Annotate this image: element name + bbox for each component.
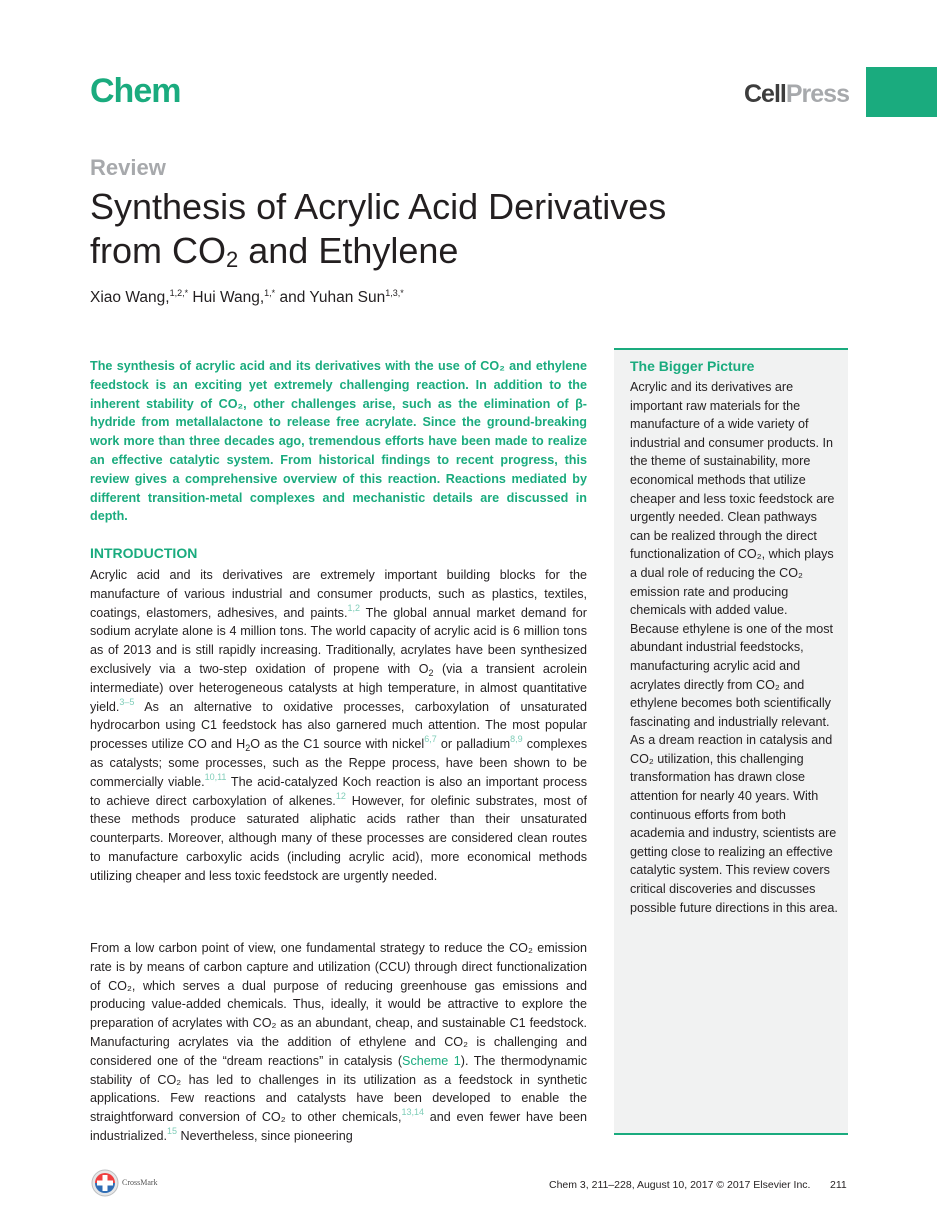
- citation-ref[interactable]: 13,14: [401, 1107, 424, 1118]
- scheme-link[interactable]: Scheme 1: [402, 1053, 461, 1068]
- bigger-picture-heading: The Bigger Picture: [630, 358, 755, 374]
- author-name: Hui Wang,: [188, 289, 265, 306]
- citation-ref[interactable]: 6,7: [424, 734, 437, 745]
- text-run: The global annual market demand for sodium acrylate alone is 4 million tons. The world capacity of acrylic acid is 6 million tons as of 2013 and is still rapidly increasing. Traditionally, acrylates have been synthesized exclusively via a two-step oxidation of propene with O: [90, 605, 587, 676]
- bigger-picture-text: Acrylic and its derivatives are important raw materials for the manufacture of a wide variety of industrial and consumer products. In the theme of sustainability, more economical methods that utilize cheaper and less toxic feedstock are urgently needed. Clean pathways can be realized through the direct functionalization of CO₂, which plays a dual role of reducing the CO₂ emission rate and producing chemicals with added value. Because ethylene is one of the most abundant industrial feedstocks, manufacturing acrylic acid and acrylates directly from CO₂ and ethylene becomes both scientifically fascinating and industrially relevant. As a dream reaction in catalysis and CO₂ utilization, this challenging transformation has drawn close attention for nearly 40 years. With continuous efforts from both academia and industry, scientists are getting close to realizing an effective catalytic system. This review covers critical discoveries and discusses possible future directions in this area.: [630, 380, 838, 915]
- citation-ref[interactable]: 15: [167, 1125, 178, 1136]
- section-label: Review: [90, 155, 166, 180]
- publisher-logo: [744, 80, 849, 109]
- page-number: 211: [830, 1179, 847, 1191]
- citation-ref[interactable]: 12: [335, 790, 346, 801]
- author-affiliation[interactable]: 1,3,*: [385, 288, 404, 298]
- introduction-heading: INTRODUCTION: [90, 545, 198, 561]
- citation-ref[interactable]: 3–5: [119, 696, 135, 707]
- author-affiliation[interactable]: 1,*: [264, 288, 276, 298]
- title-subscript: 2: [226, 247, 239, 272]
- text-run: (via a transient acrolein intermediate) over heterogeneous catalysts at high temperature, in almost quantitative yield.: [90, 661, 588, 714]
- author-name: Xiao Wang,: [90, 289, 170, 306]
- title-line-1: Synthesis of Acrylic Acid Derivatives: [90, 186, 667, 227]
- text-run: As an alternative to oxidative processes, carboxylation of unsaturated hydrocarbon using C1 feedstock has also garnered much attention. The most popular processes utilize CO and H: [90, 699, 587, 752]
- text-run: However, for olefinic substrates, most of these methods produce saturated aliphatic acids rather than their unsaturated counterparts. Moreover, although many of these processes are considered clean routes to manufacture carboxylic acids (including acrylic acid), more economical methods utilizing cheaper and less toxic feedstock are urgently needed.: [90, 793, 587, 883]
- intro-paragraph-2: [90, 939, 587, 1146]
- text-run: and even fewer have been industrialized.: [90, 1110, 588, 1143]
- color-tab: [866, 67, 937, 117]
- text-run: or palladium: [436, 737, 511, 752]
- publisher-logo-cell: Cell: [744, 80, 786, 108]
- text-run: Acrylic acid and its derivatives are extremely important building blocks for the manufacture of various industrial and consumer products, such as plastics, textiles, coatings, elastomers, adhesives, and paints.: [90, 568, 587, 620]
- intro-paragraph-1: [90, 566, 587, 886]
- author-name: and Yuhan Sun: [275, 289, 386, 306]
- title-line-2-post: and Ethylene: [238, 230, 459, 271]
- bigger-picture-box: [614, 348, 848, 1135]
- text-run: Nevertheless, since pioneering: [177, 1128, 353, 1143]
- crossmark-label: CrossMark: [122, 1178, 158, 1187]
- footer-citation: Chem 3, 211–228, August 10, 2017 © 2017 Elsevier Inc.: [549, 1179, 811, 1191]
- subscript: 2: [245, 743, 251, 754]
- author-affiliation[interactable]: 1,2,*: [169, 288, 189, 298]
- author-list: [90, 289, 404, 307]
- journal-logo: Chem: [90, 72, 181, 110]
- summary-paragraph: The synthesis of acrylic acid and its derivatives with the use of CO₂ and ethylene feedstock is an exciting yet extremely challenging reaction. In addition to the inherent stability of CO₂, other challenges arise, such as the elimination of β-hydride from metallalactone to release free acrylate. Since the ground-breaking work more than three decades ago, tremendous efforts have been made to realize an effective catalytic system. From historical findings to recent progress, this review gives a comprehensive overview of this reaction. Reactions mediated by different transition-metal complexes and mechanistic details are discussed in depth.: [90, 359, 587, 524]
- title-line-2-pre: from CO: [90, 230, 227, 271]
- article-title: [90, 185, 730, 273]
- text-run: O as the C1 source with nickel: [250, 737, 425, 752]
- citation-ref[interactable]: 10,11: [204, 771, 227, 782]
- subscript: 2: [428, 667, 434, 678]
- text-run: ). The thermodynamic stability of CO₂ has led to challenges in its utilization as a feedstock in synthetic applications. Few reactions and catalysts have been developed to enable the straightforward conversion of CO₂ to other chemicals,: [90, 1053, 587, 1125]
- text-run: The acid-catalyzed Koch reaction is also an important process to achieve direct carboxylation of alkenes.: [90, 774, 587, 808]
- publisher-logo-press: Press: [785, 80, 849, 108]
- citation-ref[interactable]: 1,2: [347, 602, 360, 613]
- crossmark-icon[interactable]: [91, 1169, 119, 1197]
- text-run: From a low carbon point of view, one fundamental strategy to reduce the CO₂ emission rate is by means of carbon capture and utilization (CCU) through direct functionalization of CO₂, which serves a dual purpose of reducing greenhouse gas emissions and producing value-added chemicals. Thus, ideally, it would be attractive to explore the preparation of acrylates with CO₂ as an abundant, cheap, and sustainable C1 feedstock. Manufacturing acrylates via the addition of ethylene and CO₂ is challenging and considered one of the “dream reactions” in catalysis (: [90, 941, 587, 1068]
- citation-ref[interactable]: 8,9: [510, 734, 523, 745]
- text-run: complexes as catalysts; some processes, such as the Reppe process, have been shown to be commercially viable.: [90, 737, 588, 789]
